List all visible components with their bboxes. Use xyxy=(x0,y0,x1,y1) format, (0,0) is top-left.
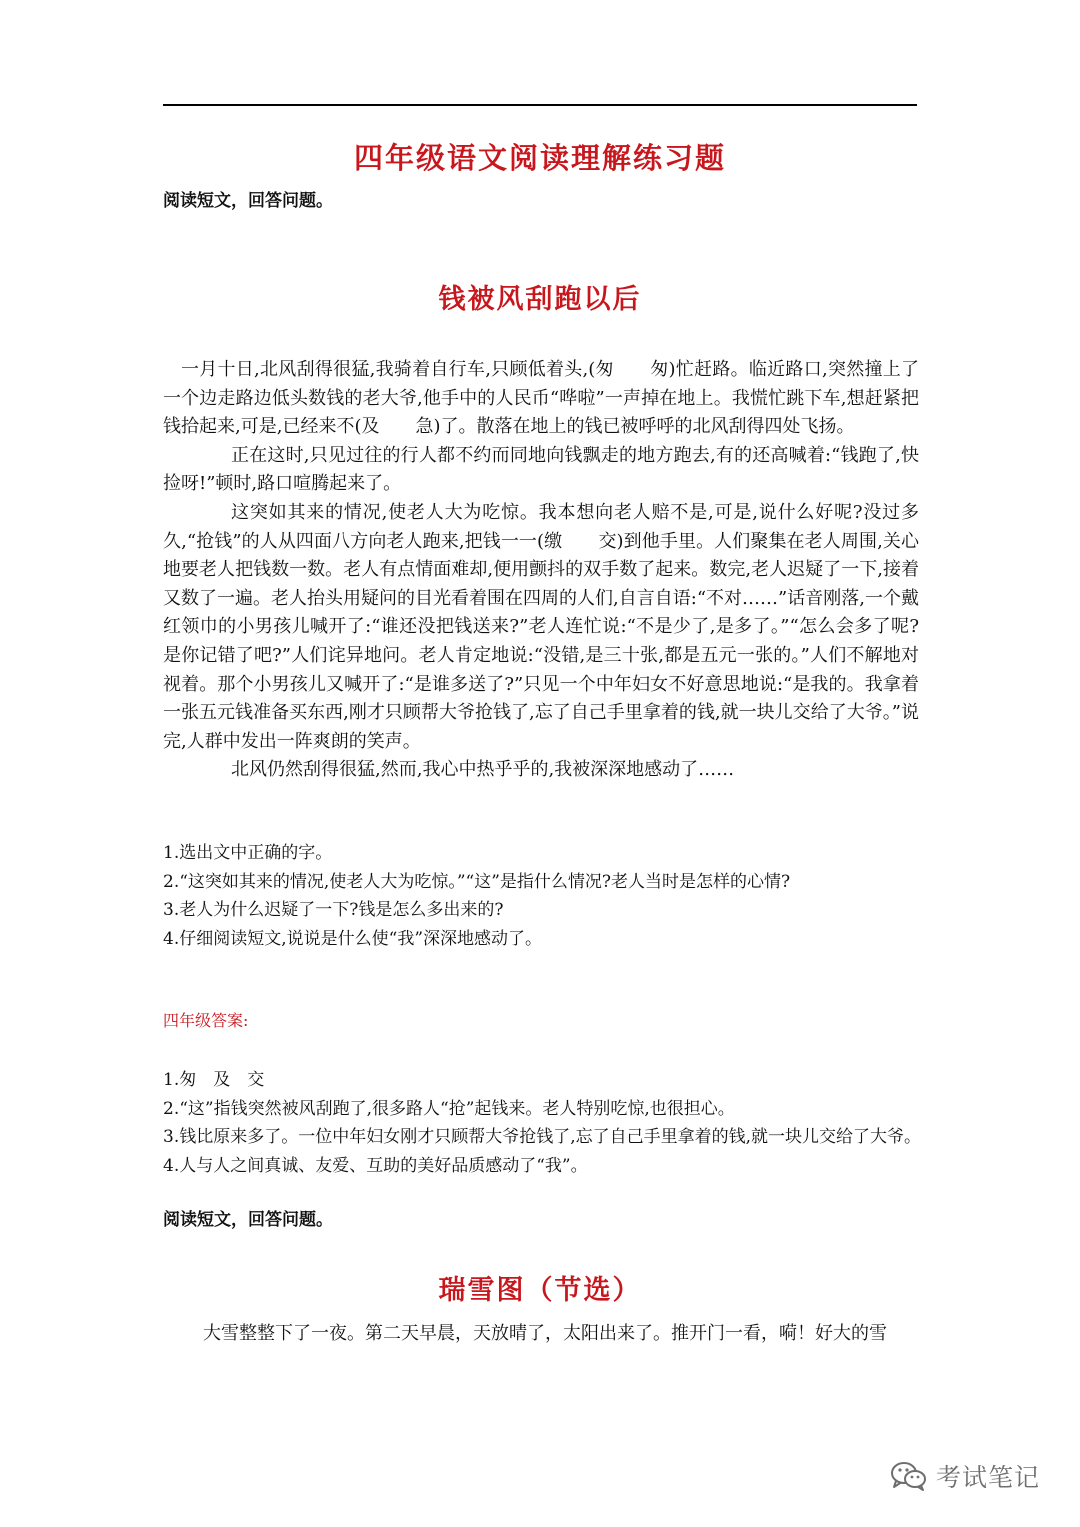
passage-paragraph: 一月十日,北风刮得很猛,我骑着自行车,只顾低着头,(匆 匆)忙赶路。临近路口,突然撞上了一个边走路边低头数钱的老大爷,他手中的人民币“哗啦”一声掉在地上。我慌忙跳下车,想赶紧把钱拾起来,可是,已经来不(及 急)了。散落在地上的钱已被呼呼的北风刮得四处飞扬。 xyxy=(163,359,919,438)
passage-title-money: 钱被风刮跑以后 xyxy=(438,284,642,315)
answer-item: 3.钱比原来多了。一位中年妇女刚才只顾帮大爷抢钱了,忘了自己手里拿着的钱,就一块儿交给了大爷。 xyxy=(163,1127,922,1147)
question-item: 3.老人为什么迟疑了一下?钱是怎么多出来的? xyxy=(163,900,504,920)
question-item: 1.选出文中正确的字。 xyxy=(163,843,333,863)
answer-item: 1.匆 及 交 xyxy=(163,1070,265,1090)
answer-item: 2.“这”指钱突然被风刮跑了,很多路人“抢”起钱来。老人特别吃惊,也很担心。 xyxy=(163,1098,735,1119)
header-rule xyxy=(163,104,917,106)
answer-heading: 四年级答案: xyxy=(163,1011,249,1030)
wechat-icon xyxy=(890,1460,928,1492)
reading-instruction: 阅读短文，回答问题。 xyxy=(163,191,333,211)
passage-title-snow: 瑞雪图（节选） xyxy=(438,1275,642,1306)
page-title: 四年级语文阅读理解练习题 xyxy=(353,141,726,175)
passage-paragraph: 这突如其来的情况,使老人大为吃惊。我本想向老人赔不是,可是,说什么好呢?没过多久,“抢钱”的人从四面八方向老人跑来,把钱一一(缴 交)到他手里。人们聚集在老人周围,关心地要老人把钱数一数。老人有点情面难却,便用颤抖的双手数了起来。数完,老人迟疑了一下,接着又数了一遍。老人抬头用疑问的目光看着围在四周的人们,自言自语:“不对……”话音刚落,一个戴红领巾的小男孩儿喊开了:“谁还没把钱送来?”老人连忙说:“不是少了,是多了。”“怎么会多了呢?是你记错了吧?”人们诧异地问。老人肯定地说:“没错,是三十张,都是五元一张的。”人们不解地对视着。那个小男孩儿又喊开了:“是谁多送了?”只见一个中年妇女不好意思地说:“是我的。我拿着一张五元钱准备买东西,刚才只顾帮大爷抢钱了,忘了自己手里拿着的钱,就一块儿交给了大爷。”说完,人群中发出一阵爽朗的笑声。 xyxy=(163,501,919,752)
answer-list xyxy=(163,1066,923,1180)
answer-item: 4.人与人之间真诚、友爱、互助的美好品质感动了“我”。 xyxy=(163,1155,588,1176)
question-item: 4.仔细阅读短文,说说是什么使“我”深深地感动了。 xyxy=(163,928,543,949)
watermark xyxy=(890,1458,1040,1494)
question-list xyxy=(163,839,923,953)
passage-snow-first-line: 大雪整整下了一夜。第二天早晨，天放晴了，太阳出来了。推开门一看，嗬！好大的雪 xyxy=(203,1323,887,1344)
reading-instruction-2: 阅读短文，回答问题。 xyxy=(163,1210,333,1230)
passage-money-body xyxy=(163,356,919,785)
question-item: 2.“这突如其来的情况,使老人大为吃惊。”“这”是指什么情况?老人当时是怎样的心情? xyxy=(163,871,791,892)
passage-paragraph: 北风仍然刮得很猛,然而,我心中热乎乎的,我被深深地感动了…… xyxy=(231,759,735,781)
passage-paragraph: 正在这时,只见过往的行人都不约而同地向钱飘走的地方跑去,有的还高喊着:“钱跑了,快捡呀!”顿时,路口喧腾起来了。 xyxy=(163,444,919,495)
watermark-text: 考试笔记 xyxy=(936,1463,1041,1492)
